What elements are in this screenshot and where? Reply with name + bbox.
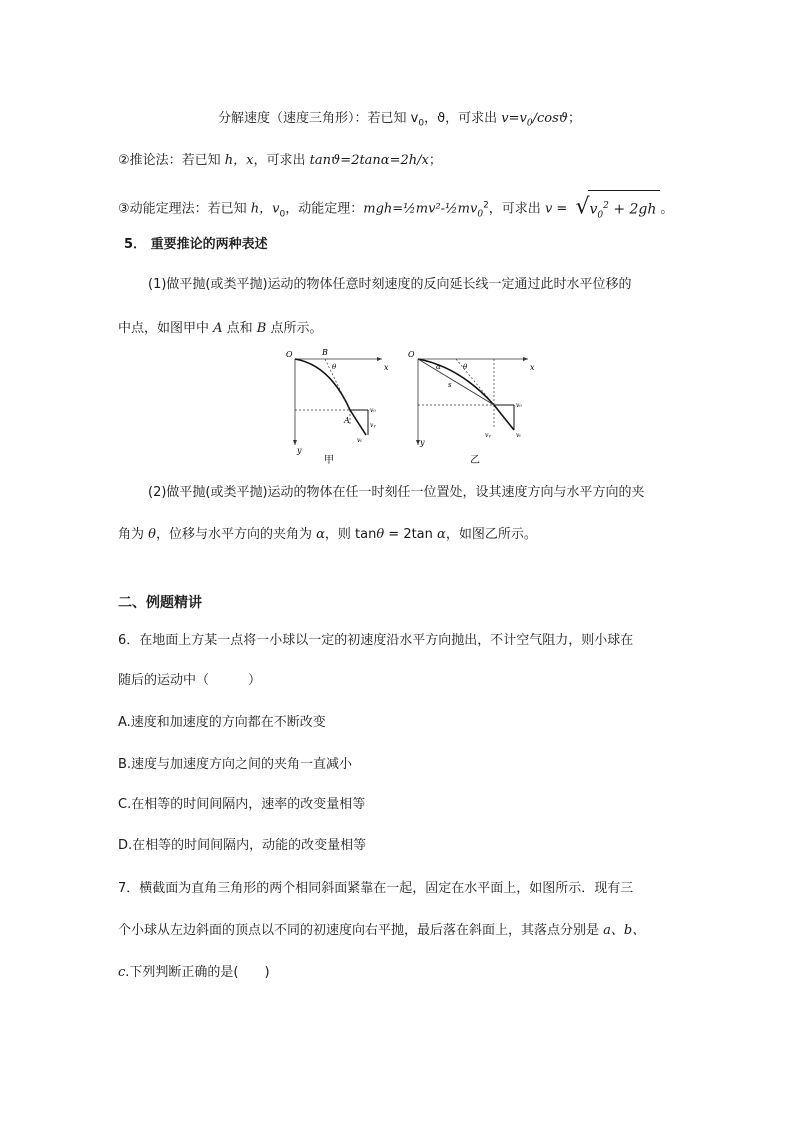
- label-theta: θ: [463, 363, 468, 371]
- label-vt: vₜ: [516, 432, 521, 439]
- para-2-line-2: [118, 526, 537, 544]
- question-7-line-1: 7．横截面为直角三角形的两个相同斜面紧靠在一起，固定在水平面上，如图所示．现有三: [118, 881, 634, 896]
- sub: 0: [526, 118, 533, 129]
- question-7-line-3: [118, 964, 270, 982]
- vars: a、b、: [603, 923, 646, 938]
- equals: =: [552, 201, 572, 217]
- para-1-line-1: (1)做平抛(或类平抛)运动的物体任意时刻速度的反向延长线一定通过此时水平位移的: [148, 277, 632, 292]
- text: 个小球从左边斜面的顶点以不同的初速度向右平抛，最后落在斜面上，其落点分别是: [118, 923, 604, 938]
- text: 。: [660, 201, 674, 217]
- var: A: [213, 321, 223, 336]
- text: .下列判断正确的是( ): [125, 965, 270, 980]
- text: 角为: [118, 527, 149, 542]
- label-O: O: [286, 350, 293, 359]
- caption-jia: 甲: [324, 455, 334, 466]
- sub: 0: [477, 209, 484, 220]
- text: 分解速度（速度三角形）：若已知 v: [218, 111, 419, 126]
- text: 中点，如图甲中: [118, 321, 214, 336]
- text: ，可求出: [488, 201, 545, 217]
- formula: tanϑ=2tanα=2h/x: [309, 153, 429, 168]
- label-A: A: [344, 416, 350, 425]
- text: ，ϑ，可求出: [424, 111, 502, 126]
- num: 5．: [124, 237, 147, 252]
- var: c: [118, 965, 126, 980]
- radical-sign: √: [575, 194, 590, 220]
- option-a: A.速度和加速度的方向都在不断改变: [118, 715, 326, 730]
- vars: h，v: [250, 201, 280, 217]
- tangent-extension: [325, 359, 350, 410]
- var: α: [437, 527, 446, 542]
- vt-arrow: [494, 405, 514, 430]
- sub: 0: [597, 210, 604, 221]
- sup: 2: [483, 200, 489, 211]
- figure-right: [408, 350, 535, 466]
- label-x: x: [530, 363, 535, 372]
- question-6-line-2: 随后的运动中（ ）: [118, 673, 262, 688]
- radicand: [588, 190, 661, 228]
- caption-yi: 乙: [470, 455, 480, 466]
- var: θ: [148, 527, 156, 542]
- text: ，位移与水平方向的夹角为: [155, 527, 317, 542]
- figure-left: [286, 348, 389, 466]
- trajectory: [295, 359, 350, 410]
- text: ③动能定理法：若已知: [118, 201, 251, 217]
- section-heading-examples: 二、例题精讲: [118, 595, 202, 611]
- label-v0: v₀: [516, 402, 522, 409]
- heading-5: [124, 236, 268, 254]
- text: ，如图乙所示。: [445, 527, 537, 542]
- para-2-line-1: (2)做平抛(或类平抛)运动的物体在任一时刻任一位置处，设其速度方向与水平方向的夹: [148, 485, 645, 500]
- sub: 0: [279, 209, 286, 220]
- para-1-line-2: [118, 320, 323, 338]
- rest: + 2gh: [608, 201, 657, 218]
- sup: 2: [603, 201, 609, 211]
- formula: /cosϑ: [532, 111, 569, 126]
- label-alpha: α: [436, 363, 441, 371]
- title: 重要推论的两种表述: [150, 237, 268, 252]
- question-6-line-1: 6．在地面上方某一点将一小球以一定的初速度沿水平方向抛出，不计空气阻力，则小球在: [118, 633, 634, 648]
- var: θ: [376, 527, 385, 542]
- var: B: [256, 321, 267, 336]
- option-b: B.速度与加速度方向之间的夹角一直减小: [118, 757, 353, 772]
- text: ；: [428, 153, 442, 168]
- var: v: [589, 201, 598, 218]
- vt-arrow: [350, 410, 366, 435]
- label-y: y: [297, 446, 302, 455]
- label-y: y: [420, 438, 425, 447]
- label-theta: θ: [332, 363, 337, 371]
- option-d: D.在相等的时间间隔内，动能的改变量相等: [118, 838, 367, 853]
- x-axis-arrow: [523, 357, 528, 361]
- y-axis-arrow: [293, 440, 297, 445]
- line-corollary-method: [118, 152, 442, 170]
- text: ；: [568, 111, 582, 126]
- text: ，可求出: [253, 153, 310, 168]
- label-x: x: [384, 363, 389, 372]
- line-decompose-velocity: [218, 110, 581, 133]
- text: 点所示。: [266, 321, 323, 336]
- displacement-s: [418, 359, 494, 405]
- projectile-figure: [280, 345, 540, 470]
- text: 点和: [222, 321, 257, 336]
- text: ，动能定理：: [285, 201, 364, 217]
- label-B: B: [322, 348, 328, 357]
- var-v: v: [544, 201, 553, 217]
- label-vt: vₜ: [357, 437, 362, 444]
- line-energy-theorem: [118, 190, 673, 228]
- option-c: C.在相等的时间间隔内，速率的改变量相等: [118, 797, 366, 812]
- label-v0: v₀: [370, 407, 376, 414]
- vars: h，x: [224, 153, 254, 168]
- text: = 2tan: [384, 527, 438, 542]
- sqrt-expression: [575, 190, 660, 228]
- sub: 0: [418, 118, 425, 129]
- formula: v=v: [501, 111, 527, 126]
- text: ，则 tan: [324, 527, 377, 542]
- label-O: O: [408, 350, 415, 359]
- formula: mgh=½mv²-½mv: [363, 201, 478, 217]
- text: ②推论法：若已知: [118, 153, 225, 168]
- label-s: s: [448, 381, 452, 389]
- var: α: [316, 527, 325, 542]
- question-7-line-2: [118, 922, 645, 940]
- label-vy: vᵧ: [485, 432, 491, 439]
- x-axis-arrow: [377, 357, 382, 361]
- label-vy: vᵧ: [370, 422, 376, 429]
